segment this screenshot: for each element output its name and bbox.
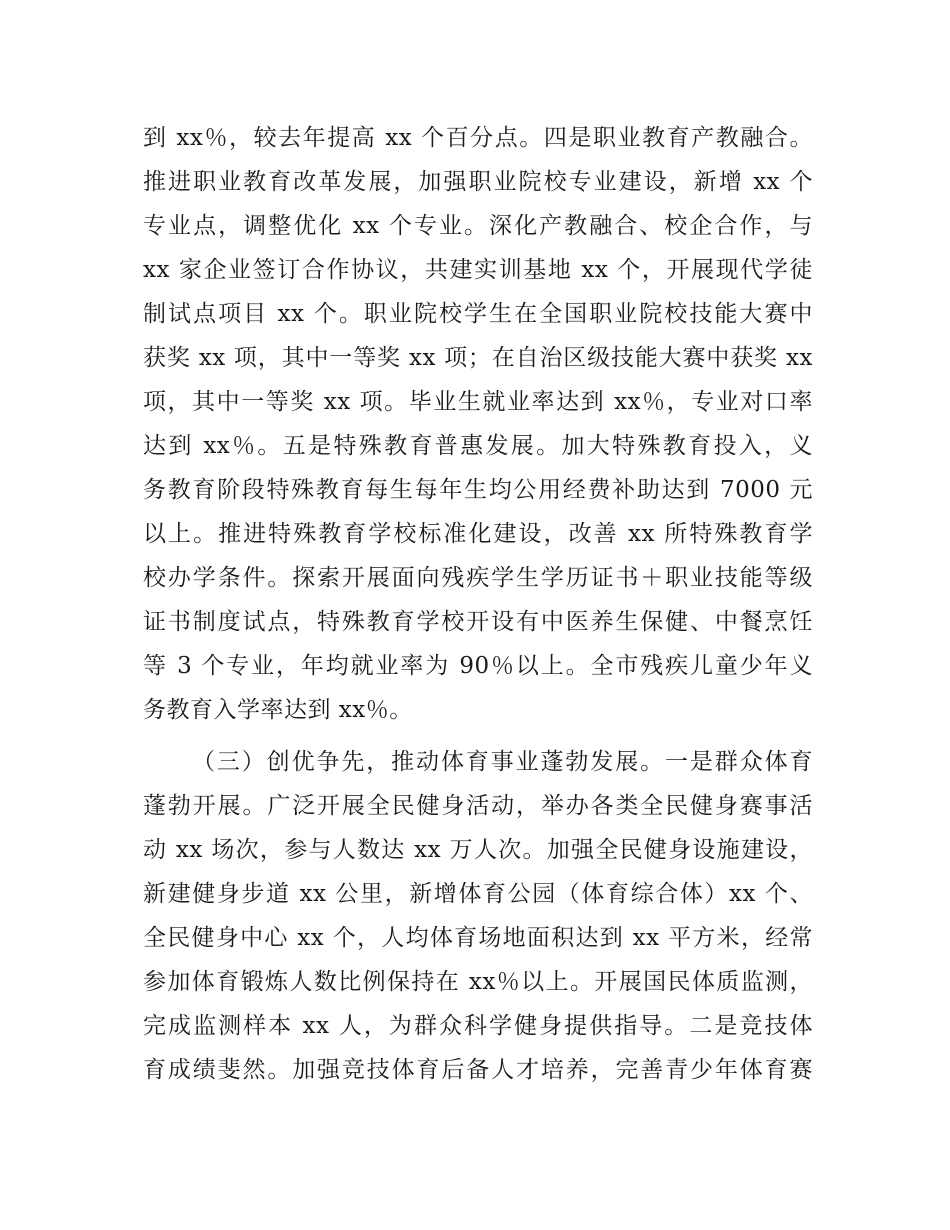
paragraph-1-line-1: 到 xx％，较去年提高 xx 个百分点。四是职业教育产教融合。 — [143, 125, 813, 151]
paragraph-1-line-10: 以上。推进特殊教育学校标准化建设，改善 xx 所特殊教育学 — [143, 521, 813, 547]
paragraph-1-line-12: 证书制度试点，特殊教育学校开设有中医养生保健、中餐烹饪 — [143, 609, 813, 635]
paragraph-1-line-7: 项，其中一等奖 xx 项。毕业生就业率达到 xx％，专业对口率 — [143, 389, 813, 415]
paragraph-1-line-9: 务教育阶段特殊教育每生每年生均公用经费补助达到 7000 元 — [143, 477, 813, 503]
paragraph-2-line-5: 全民健身中心 xx 个，人均体育场地面积达到 xx 平方米，经常 — [143, 925, 813, 951]
paragraph-1-line-3: 专业点，调整优化 xx 个专业。深化产教融合、校企合作，与 — [143, 213, 813, 239]
paragraph-1-line-8: 达到 xx％。五是特殊教育普惠发展。加大特殊教育投入，义 — [143, 433, 813, 459]
paragraph-1-line-2: 推进职业教育改革发展，加强职业院校专业建设，新增 xx 个 — [143, 169, 813, 195]
paragraph-2-line-8: 育成绩斐然。加强竞技体育后备人才培养，完善青少年体育赛 — [143, 1057, 813, 1083]
paragraph-1-line-4: xx 家企业签订合作协议，共建实训基地 xx 个，开展现代学徒 — [143, 257, 813, 283]
paragraph-2-line-4: 新建健身步道 xx 公里，新增体育公园（体育综合体）xx 个、 — [143, 881, 813, 907]
paragraph-1-line-5: 制试点项目 xx 个。职业院校学生在全国职业院校技能大赛中 — [143, 301, 813, 327]
paragraph-2-line-1: （三）创优争先，推动体育事业蓬勃发展。一是群众体育 — [192, 749, 813, 775]
paragraph-1-line-14: 务教育入学率达到 xx％。 — [143, 697, 413, 723]
paragraph-2-line-6: 参加体育锻炼人数比例保持在 xx％以上。开展国民体质监测， — [143, 969, 813, 995]
paragraph-1-line-11: 校办学条件。探索开展面向残疾学生学历证书＋职业技能等级 — [143, 565, 813, 591]
paragraph-1-line-13: 等 3 个专业，年均就业率为 90％以上。全市残疾儿童少年义 — [143, 653, 813, 679]
paragraph-1-line-6: 获奖 xx 项，其中一等奖 xx 项；在自治区级技能大赛中获奖 xx — [143, 345, 813, 371]
paragraph-2-line-3: 动 xx 场次，参与人数达 xx 万人次。加强全民健身设施建设， — [143, 837, 813, 863]
paragraph-2-line-7: 完成监测样本 xx 人，为群众科学健身提供指导。二是竞技体 — [143, 1013, 813, 1039]
paragraph-2-line-2: 蓬勃开展。广泛开展全民健身活动，举办各类全民健身赛事活 — [143, 793, 813, 819]
